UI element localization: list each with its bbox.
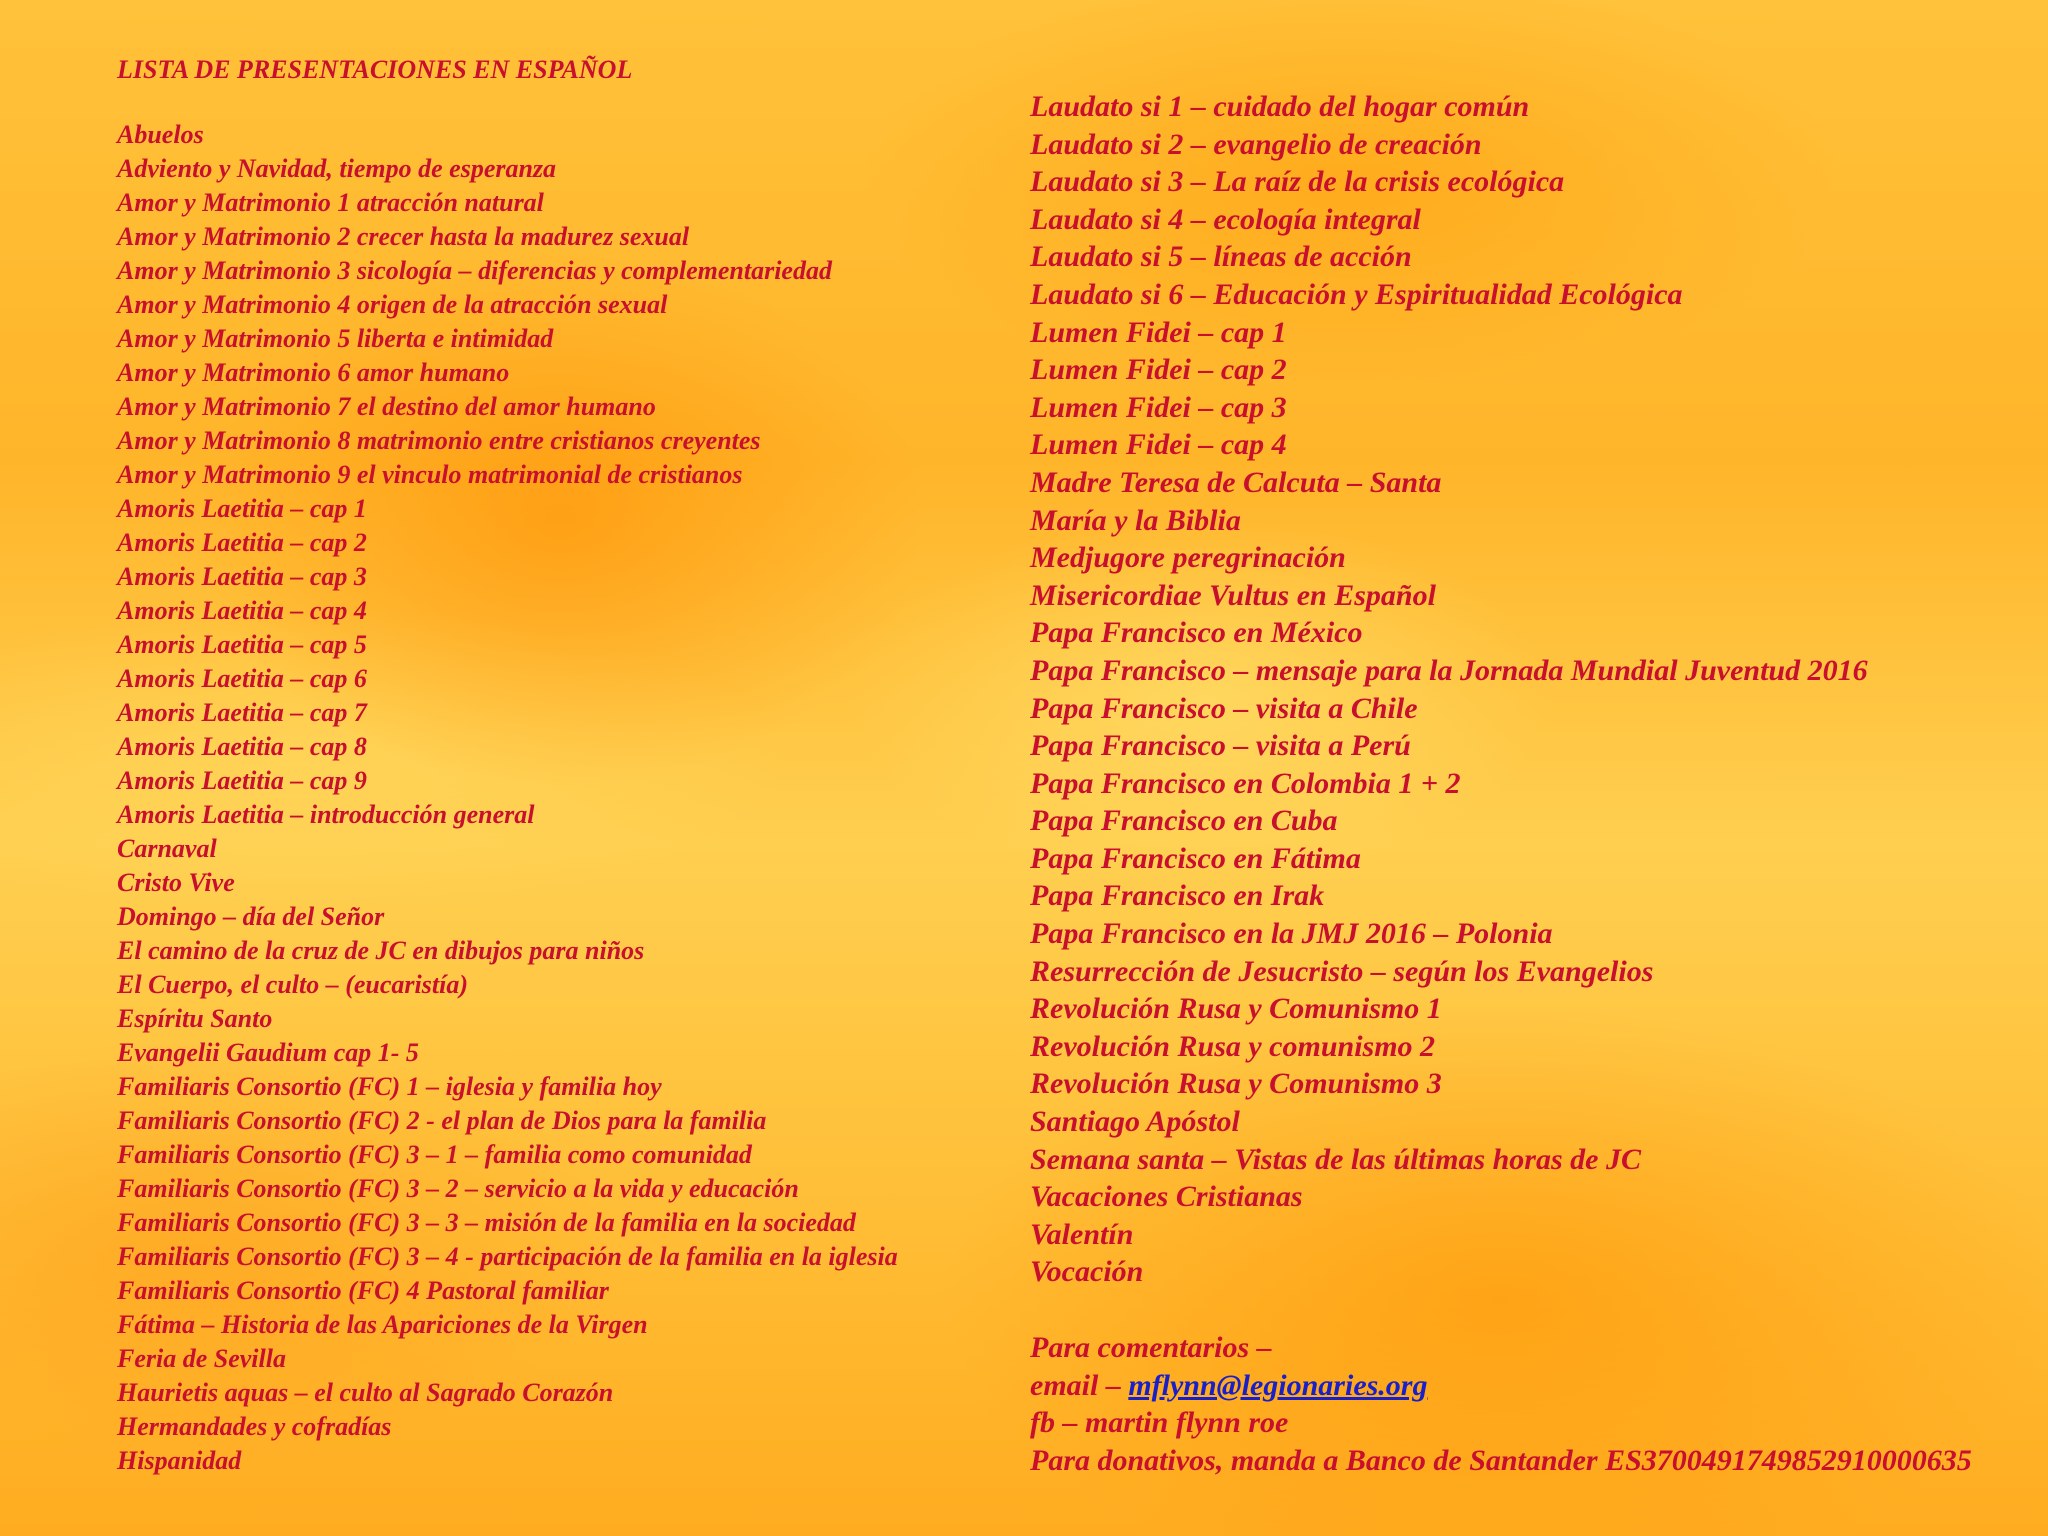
list-item: Amoris Laetitia – cap 9 xyxy=(117,766,367,795)
list-item: Papa Francisco – visita a Perú xyxy=(1030,729,1411,763)
list-item: Evangelii Gaudium cap 1- 5 xyxy=(117,1038,419,1067)
list-item: Amoris Laetitia – introducción general xyxy=(117,800,535,829)
list-item: Hispanidad xyxy=(117,1446,242,1475)
list-item: Amoris Laetitia – cap 7 xyxy=(117,698,367,727)
list-item: Adviento y Navidad, tiempo de esperanza xyxy=(117,154,557,183)
list-item: María y la Biblia xyxy=(1030,503,1241,537)
list-item: Amoris Laetitia – cap 6 xyxy=(117,664,367,693)
list-item: Amoris Laetitia – cap 3 xyxy=(117,562,367,591)
list-item: Familiaris Consortio (FC) 3 – 2 – servicio a la vida y educación xyxy=(117,1174,799,1203)
list-item: Lumen Fidei – cap 3 xyxy=(1030,390,1287,424)
list-item: Familiaris Consortio (FC) 4 Pastoral familiar xyxy=(117,1276,609,1305)
list-item: Revolución Rusa y Comunismo 3 xyxy=(1030,1067,1442,1101)
list-item: Fátima – Historia de las Apariciones de la Virgen xyxy=(117,1310,648,1339)
list-item: Papa Francisco en Fátima xyxy=(1030,841,1361,875)
list-item: Amor y Matrimonio 8 matrimonio entre cristianos creyentes xyxy=(117,426,761,455)
list-item: Laudato si 2 – evangelio de creación xyxy=(1030,127,1482,161)
list-item: Revolución Rusa y comunismo 2 xyxy=(1030,1029,1436,1063)
list-item: Amor y Matrimonio 9 el vinculo matrimonial de cristianos xyxy=(117,460,743,489)
comments-label: Para comentarios – xyxy=(1030,1331,1272,1364)
list-item: Amor y Matrimonio 4 origen de la atracción sexual xyxy=(117,290,668,319)
list-item: Amor y Matrimonio 7 el destino del amor humano xyxy=(117,392,656,421)
list-item: Haurietis aquas – el culto al Sagrado Corazón xyxy=(117,1378,614,1407)
list-item: Amoris Laetitia – cap 8 xyxy=(117,732,367,761)
list-item: Vacaciones Cristianas xyxy=(1030,1180,1303,1214)
list-item: Papa Francisco en Colombia 1 + 2 xyxy=(1030,766,1461,800)
list-item: Amoris Laetitia – cap 1 xyxy=(117,494,367,523)
list-item: Familiaris Consortio (FC) 3 – 3 – misión de la familia en la sociedad xyxy=(117,1208,856,1237)
list-item: Amoris Laetitia – cap 4 xyxy=(117,596,367,625)
list-item: Santiago Apóstol xyxy=(1030,1105,1240,1139)
list-item: Papa Francisco en la JMJ 2016 – Polonia xyxy=(1030,917,1553,951)
list-item: Lumen Fidei – cap 1 xyxy=(1030,315,1287,349)
right-column xyxy=(1030,88,2040,1479)
list-item: Lumen Fidei – cap 4 xyxy=(1030,428,1287,462)
list-item: Laudato si 3 – La raíz de la crisis ecológica xyxy=(1030,165,1565,199)
list-item: Amor y Matrimonio 2 crecer hasta la madurez sexual xyxy=(117,222,690,251)
facebook-line: fb – martin flynn roe xyxy=(1030,1406,1289,1440)
list-item: Familiaris Consortio (FC) 1 – iglesia y familia hoy xyxy=(117,1072,662,1101)
list-item: Papa Francisco en Cuba xyxy=(1030,804,1338,838)
list-item: Carnaval xyxy=(117,834,217,863)
donations-line: Para donativos, manda a Banco de Santander ES3700491749852910000635 xyxy=(1030,1443,1972,1477)
list-item: Amoris Laetitia – cap 5 xyxy=(117,630,367,659)
list-item: Laudato si 5 – líneas de acción xyxy=(1030,240,1412,274)
left-column xyxy=(117,52,1017,1478)
contact-block xyxy=(1030,1329,2040,1479)
list-item: Resurrección de Jesucristo – según los Evangelios xyxy=(1030,954,1654,988)
list-item: Semana santa – Vistas de las últimas horas de JC xyxy=(1030,1142,1641,1176)
list-item: Amor y Matrimonio 6 amor humano xyxy=(117,358,510,387)
list-item: Amor y Matrimonio 5 liberta e intimidad xyxy=(117,324,554,353)
email-prefix: email – xyxy=(1030,1368,1129,1402)
list-item: Cristo Vive xyxy=(117,868,235,897)
list-item: Medjugore peregrinación xyxy=(1030,541,1346,575)
list-item: Madre Teresa de Calcuta – Santa xyxy=(1030,465,1442,499)
list-item: Laudato si 4 – ecología integral xyxy=(1030,202,1421,236)
list-item: Familiaris Consortio (FC) 3 – 4 - participación de la familia en la iglesia xyxy=(117,1242,898,1271)
list-item: Amor y Matrimonio 1 atracción natural xyxy=(117,188,544,217)
list-item: Papa Francisco en México xyxy=(1030,616,1363,650)
left-presentation-list xyxy=(117,118,1017,1478)
list-item: Lumen Fidei – cap 2 xyxy=(1030,353,1287,387)
list-item: Amoris Laetitia – cap 2 xyxy=(117,528,367,557)
list-item: Papa Francisco en Irak xyxy=(1030,879,1325,913)
list-item: Revolución Rusa y Comunismo 1 xyxy=(1030,992,1442,1026)
list-heading: LISTA DE PRESENTACIONES EN ESPAÑOL xyxy=(117,55,633,84)
list-item: Laudato si 6 – Educación y Espiritualidad Ecológica xyxy=(1030,277,1683,311)
right-presentation-list xyxy=(1030,88,2040,1291)
list-item: Familiaris Consortio (FC) 2 - el plan de Dios para la familia xyxy=(117,1106,767,1135)
list-item: Domingo – día del Señor xyxy=(117,902,385,931)
email-line xyxy=(1030,1367,2040,1405)
email-link[interactable]: mflynn@legionaries.org xyxy=(1128,1368,1428,1402)
list-item: Misericordiae Vultus en Español xyxy=(1030,578,1436,612)
list-item: Papa Francisco – mensaje para la Jornada Mundial Juventud 2016 xyxy=(1030,653,1868,687)
list-item: Familiaris Consortio (FC) 3 – 1 – familia como comunidad xyxy=(117,1140,752,1169)
list-item: Papa Francisco – visita a Chile xyxy=(1030,691,1418,725)
list-item: El Cuerpo, el culto – (eucaristía) xyxy=(117,970,468,999)
list-item: Espíritu Santo xyxy=(117,1004,273,1033)
list-item: Valentín xyxy=(1030,1217,1134,1251)
list-item: Feria de Sevilla xyxy=(117,1344,286,1373)
list-item: Hermandades y cofradías xyxy=(117,1412,392,1441)
list-item: Amor y Matrimonio 3 sicología – diferencias y complementariedad xyxy=(117,256,832,285)
list-item: El camino de la cruz de JC en dibujos para niños xyxy=(117,936,645,965)
list-item: Vocación xyxy=(1030,1255,1144,1289)
list-item: Laudato si 1 – cuidado del hogar común xyxy=(1030,90,1530,123)
list-item: Abuelos xyxy=(117,120,204,149)
